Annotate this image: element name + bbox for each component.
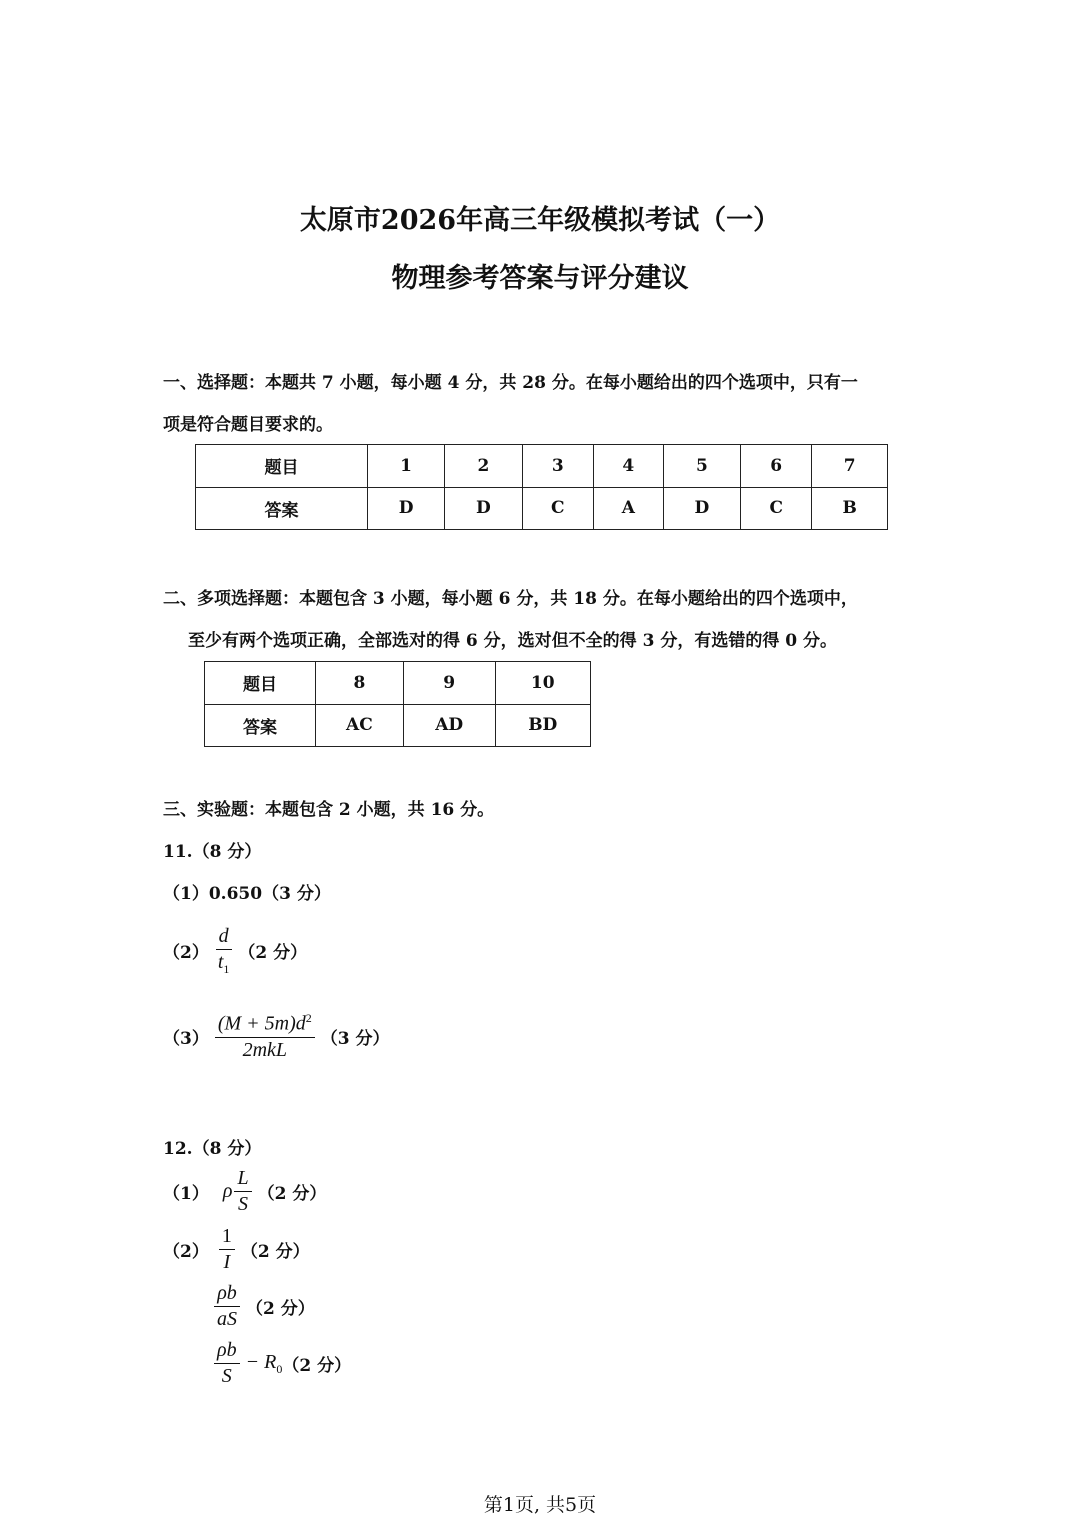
answer-cell: A xyxy=(593,487,663,530)
section1-answer-table xyxy=(195,444,888,530)
answer-cell: BD xyxy=(495,704,590,747)
document-title: 太原市2026年高三年级模拟考试（一） xyxy=(299,205,781,236)
answer-cell: C xyxy=(741,487,812,530)
question-number: 8 xyxy=(315,662,403,705)
section2-answer-table xyxy=(204,661,591,747)
part-label: （3） xyxy=(163,1028,209,1049)
fraction-denominator: aS xyxy=(217,1308,237,1330)
table-row-answers xyxy=(196,487,888,530)
question-number: 1 xyxy=(367,445,444,488)
question-number: 2 xyxy=(445,445,522,488)
q12-part2-intercept xyxy=(208,1340,351,1387)
fraction-numerator: 1 xyxy=(219,1226,235,1250)
part-score: （2 分） xyxy=(238,943,308,964)
table-row-questions xyxy=(196,445,888,488)
section1-instructions-line2: 项是符合题目要求的。 xyxy=(163,415,333,435)
answer-cell: B xyxy=(812,487,888,530)
section1-instructions-line1: 一、选择题：本题共 7 小题，每小题 4 分，共 28 分。在每小题给出的四个选项中，只有一 xyxy=(163,373,858,393)
fraction-numerator: L xyxy=(234,1168,251,1192)
fraction-denominator xyxy=(215,950,233,976)
q12-part2 xyxy=(163,1226,310,1273)
q11-part3 xyxy=(163,1012,390,1061)
section3-heading: 三、实验题：本题包含 2 小题，共 16 分。 xyxy=(163,800,495,820)
denominator-var: t xyxy=(217,951,224,973)
part-label: （2） xyxy=(163,1242,209,1262)
answer-cell: D xyxy=(445,487,522,530)
answer-cell: D xyxy=(663,487,740,530)
answer-cell: D xyxy=(367,487,444,530)
document-subtitle: 物理参考答案与评分建议 xyxy=(391,263,689,294)
fraction-numerator: ρb xyxy=(214,1283,240,1307)
page-footer: 第1页, 共5页 xyxy=(483,1494,597,1516)
fraction-denominator: S xyxy=(238,1193,249,1215)
fraction-denominator: 2mkL xyxy=(242,1038,288,1061)
q12-part2-slope xyxy=(208,1283,315,1330)
part-score: （2 分） xyxy=(240,1242,310,1262)
question-11-title: 11.（8 分） xyxy=(163,842,262,862)
question-number: 7 xyxy=(812,445,888,488)
numerator-expr: (M + 5m)d xyxy=(217,1012,306,1035)
row-label-questions: 题目 xyxy=(196,445,368,488)
question-number: 9 xyxy=(403,662,495,705)
question-number: 4 xyxy=(593,445,663,488)
fraction-numerator: d xyxy=(216,926,232,950)
rho-symbol: ρ xyxy=(222,1180,233,1202)
answer-cell: C xyxy=(522,487,593,530)
part-label: （1） xyxy=(163,884,209,904)
q12-part1 xyxy=(163,1168,326,1215)
section2-instructions-line2: 至少有两个选项正确，全部选对的得 6 分，选对但不全的得 3 分，有选错的得 0 分。 xyxy=(188,631,837,651)
answer-cell: AD xyxy=(403,704,495,747)
part-label: （2） xyxy=(163,943,209,964)
row-label-questions: 题目 xyxy=(205,662,316,705)
question-12-title: 12.（8 分） xyxy=(163,1139,262,1159)
minus-R0 xyxy=(246,1351,283,1377)
part-label: （1） xyxy=(163,1184,209,1204)
table-row-questions xyxy=(205,662,591,705)
part-answer: 0.650（3 分） xyxy=(208,884,331,904)
question-number: 5 xyxy=(663,445,740,488)
part-score: （2 分） xyxy=(246,1299,315,1319)
fraction-rho-b-over-aS xyxy=(214,1283,240,1330)
part-score: （3 分） xyxy=(320,1028,390,1049)
question-number: 10 xyxy=(495,662,590,705)
minus-R: − R xyxy=(245,1350,277,1373)
section2-instructions-line1: 二、多项选择题：本题包含 3 小题，每小题 6 分，共 18 分。在每小题给出的四个选项中， xyxy=(163,589,858,609)
fraction-energy-expression xyxy=(215,1012,315,1061)
question-number: 3 xyxy=(522,445,593,488)
q11-part2 xyxy=(163,926,307,976)
part-score: （2 分） xyxy=(282,1356,352,1376)
fraction-denominator: S xyxy=(221,1365,232,1387)
fraction-numerator: ρb xyxy=(214,1340,240,1364)
subscript: 1 xyxy=(223,962,230,976)
table-row-answers xyxy=(205,704,591,747)
fraction-denominator: I xyxy=(223,1251,231,1273)
row-label-answers: 答案 xyxy=(196,487,368,530)
fraction-L-over-S xyxy=(234,1168,251,1215)
row-label-answers: 答案 xyxy=(205,704,316,747)
subscript: 0 xyxy=(276,1361,283,1376)
fraction-numerator xyxy=(215,1012,315,1038)
q11-part1 xyxy=(163,879,331,904)
question-number: 6 xyxy=(741,445,812,488)
superscript: 2 xyxy=(305,1011,312,1025)
fraction-d-over-t1 xyxy=(215,926,233,976)
fraction-rho-b-over-S xyxy=(214,1340,240,1387)
fraction-1-over-I xyxy=(219,1226,235,1273)
answer-cell: AC xyxy=(315,704,403,747)
part-score: （2 分） xyxy=(257,1184,327,1204)
